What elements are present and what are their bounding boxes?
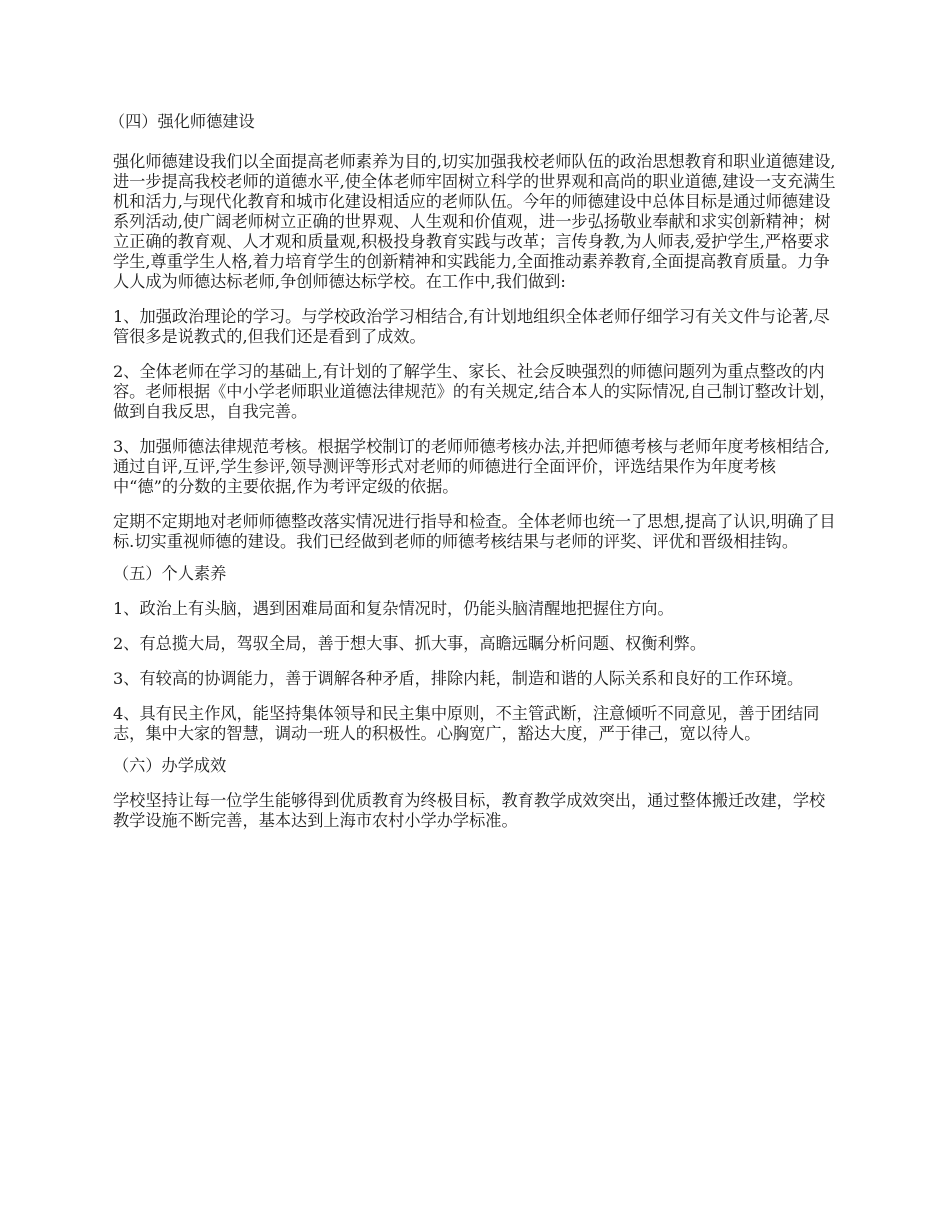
- paragraph-quality-item-2: 2、有总揽大局，驾驭全局，善于想大事、抓大事，高瞻远瞩分析问题、权衡利弊。: [113, 634, 707, 653]
- section-heading-teacher-ethics: （四）强化师德建设: [109, 112, 255, 131]
- document-page: [109, 112, 839, 846]
- paragraph-quality-item-1: 1、政治上有头脑，遇到困难局面和复杂情况时，仍能头脑清醒地把握住方向。: [113, 599, 674, 618]
- paragraph-quality-item-3: 3、有较高的协调能力，善于调解各种矛盾，排除内耗，制造和谐的人际关系和良好的工作环境。: [113, 669, 804, 688]
- paragraph-ethics-item-2: 2、全体老师在学习的基础上,有计划的了解学生、家长、社会反映强烈的师德问题列为重点整改的内容。老师根据《中小学老师职业道德法律规范》的有关规定,结合本人的实际情况,自己制订整改计划，做到自我反思，自我完善。: [113, 362, 836, 421]
- paragraph-school-results: 学校坚持让每一位学生能够得到优质教育为终极目标，教育教学成效突出，通过整体搬迁改建，学校教学设施不断完善，基本达到上海市农村小学办学标准。: [113, 791, 826, 830]
- paragraph-quality-item-4: 4、具有民主作风，能坚持集体领导和民主集中原则，不主管武断，注意倾听不同意见，善于团结同志，集中大家的智慧，调动一班人的积极性。心胸宽广，豁达大度，严于律己，宽以待人。: [113, 704, 820, 743]
- section-heading-personal-quality: （五）个人素养: [113, 564, 227, 583]
- paragraph-teacher-ethics-intro: 强化师德建设我们以全面提高老师素养为目的,切实加强我校老师队伍的政治思想教育和职业道德建设,进一步提高我校老师的道德水平,使全体老师牢固树立科学的世界观和高尚的职业道德,建设一支充满生机和活力,与现代化教育和城市化建设相适应的老师队伍。今年的师德建设中总体目标是通过师德建设系列活动,使广阔老师树立正确的世界观、人生观和价值观，进一步弘扬敬业奉献和求实创新精神；树立正确的教育观、人才观和质量观,积极投身教育实践与改革；言传身教,为人师表,爱护学生,严格要求学生,尊重学生人格,着力培育学生的创新精神和实践能力,全面推动素养教育,全面提高教育质量。力争人人成为师德达标老师,争创师德达标学校。在工作中,我们做到:: [113, 152, 836, 291]
- paragraph-ethics-closing: 定期不定期地对老师师德整改落实情况进行指导和检查。全体老师也统一了思想,提高了认识,明确了目标.切实重视师德的建设。我们已经做到老师的师德考核结果与老师的评奖、评优和晋级相挂钩。: [113, 512, 836, 551]
- section-heading-school-results: （六）办学成效: [113, 756, 227, 775]
- paragraph-ethics-item-3: 3、加强师德法律规范考核。根据学校制订的老师师德考核办法,并把师德考核与老师年度考核相结合,通过自评,互评,学生参评,领导测评等形式对老师的师德进行全面评价，评选结果作为年度考核中“德”的分数的主要依据,作为考评定级的依据。: [113, 437, 830, 496]
- paragraph-ethics-item-1: 1、加强政治理论的学习。与学校政治学习相结合,有计划地组织全体老师仔细学习有关文件与论著,尽管很多是说教式的,但我们还是看到了成效。: [113, 307, 830, 346]
